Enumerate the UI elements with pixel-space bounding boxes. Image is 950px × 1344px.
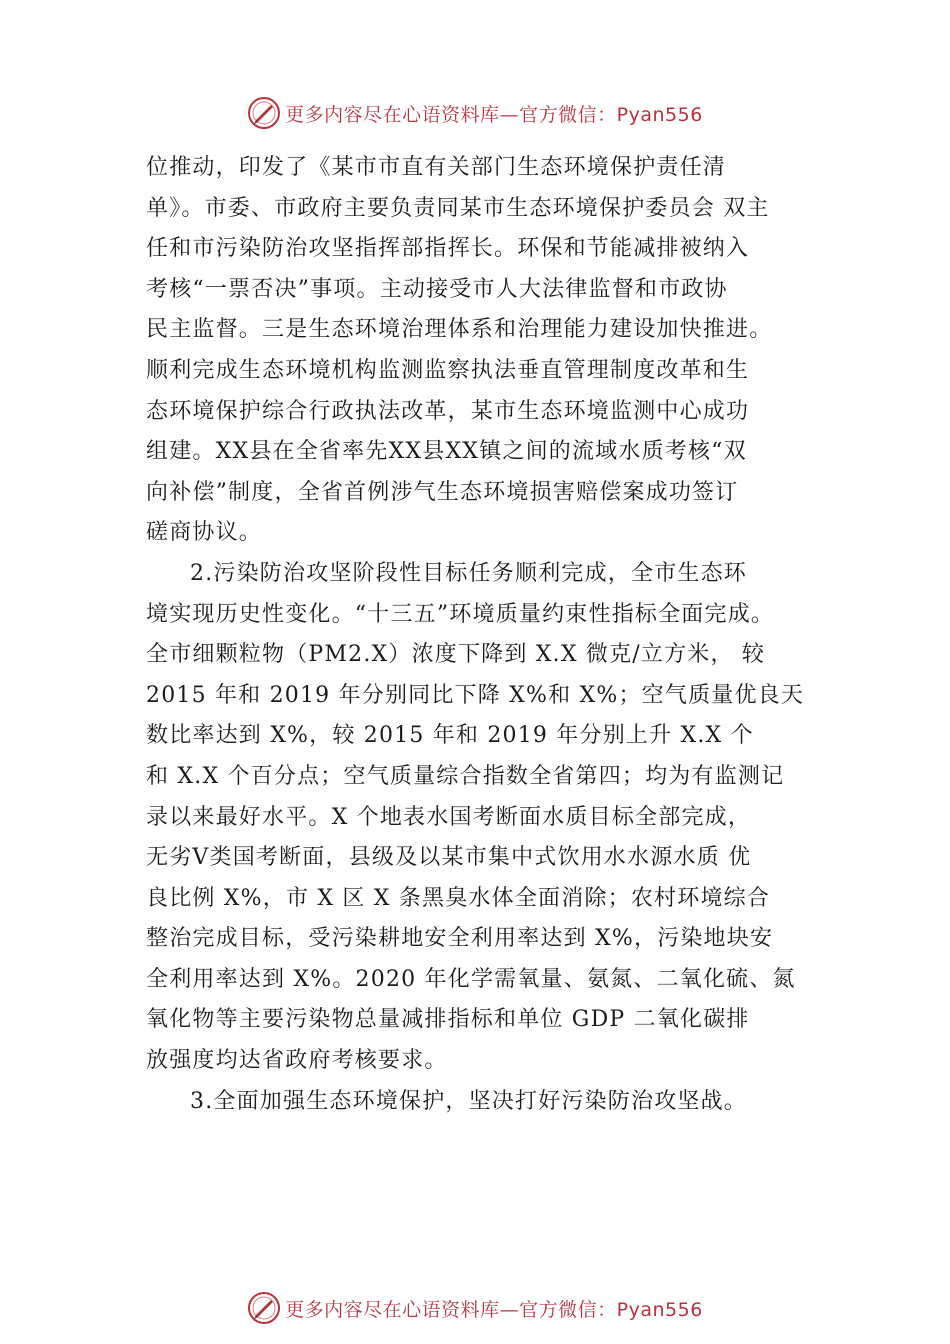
text-line: 氧化物等主要污染物总量减排指标和单位 GDP 二氧化碳排 bbox=[146, 1007, 750, 1033]
text-line: 顺利完成生态环境机构监测监察执法垂直管理制度改革和生 bbox=[146, 357, 750, 383]
text-line: 全利用率达到 X%。2020 年化学需氧量、氨氮、二氧化硫、氮 bbox=[146, 966, 796, 992]
logo-icon bbox=[247, 1291, 281, 1325]
logo-icon bbox=[247, 96, 281, 130]
text-line: 单》。市委、市政府主要负责同某市生态环境保护委员会 双主 bbox=[146, 195, 770, 221]
text-line: 无劣Ⅴ类国考断面，县级及以某市集中式饮用水水源水质 优 bbox=[146, 845, 752, 871]
text-line: 磋商协议。 bbox=[146, 520, 263, 546]
banner-text: 更多内容尽在心语资料库—官方微信：Pyan556 bbox=[285, 1298, 703, 1321]
text-line: 整治完成目标，受污染耕地安全利用率达到 X%，污染地块安 bbox=[146, 926, 774, 952]
text-line: 考核“一票否决”事项。主动接受市人大法律监督和市政协 bbox=[146, 276, 728, 302]
text-line: 组建。XX县在全省率先XX县XX镇之间的流域水质考核“双 bbox=[146, 439, 747, 465]
text-line: 态环境保护综合行政执法改革，某市生态环境监测中心成功 bbox=[146, 398, 750, 424]
paragraph-heading: 3.全面加强生态环境保护，坚决打好污染防治攻坚战。 bbox=[190, 1088, 747, 1114]
text-line: 数比率达到 X%，较 2015 年和 2019 年分别上升 X.X 个 bbox=[146, 723, 754, 749]
text-line: 民主监督。三是生态环境治理体系和治理能力建设加快推进。 bbox=[146, 317, 773, 343]
text-line: 2015 年和 2019 年分别同比下降 X%和 X%；空气质量优良天 bbox=[146, 682, 805, 708]
text-line: 全市细颗粒物（PM2.X）浓度下降到 X.X 微克/立方米， 较 bbox=[146, 642, 766, 668]
header-banner bbox=[0, 93, 950, 133]
banner-text: 更多内容尽在心语资料库—官方微信：Pyan556 bbox=[285, 103, 703, 126]
document-body bbox=[146, 148, 836, 1122]
text-line: 录以来最好水平。X 个地表水国考断面水质目标全部完成， bbox=[146, 804, 752, 830]
text-line: 任和市污染防治攻坚指挥部指挥长。环保和节能减排被纳入 bbox=[146, 236, 750, 262]
text-line: 放强度均达省政府考核要求。 bbox=[146, 1048, 448, 1074]
paragraph-heading: 2.污染防治攻坚阶段性目标任务顺利完成，全市生态环 bbox=[190, 560, 747, 586]
text-line: 向补偿”制度，全省首例涉气生态环境损害赔偿案成功签订 bbox=[146, 479, 739, 505]
text-line: 和 X.X 个百分点；空气质量综合指数全省第四；均为有监测记 bbox=[146, 763, 785, 789]
wechat-account: Pyan556 bbox=[616, 103, 703, 126]
text-line: 位推动，印发了《某市市直有关部门生态环境保护责任清 bbox=[146, 155, 727, 180]
text-line: 境实现历史性变化。“十三五”环境质量约束性指标全面完成。 bbox=[146, 601, 775, 627]
text-line: 良比例 X%，市 X 区 X 条黑臭水体全面消除；农村环境综合 bbox=[146, 885, 771, 911]
footer-banner bbox=[0, 1288, 950, 1328]
wechat-account: Pyan556 bbox=[616, 1298, 703, 1321]
